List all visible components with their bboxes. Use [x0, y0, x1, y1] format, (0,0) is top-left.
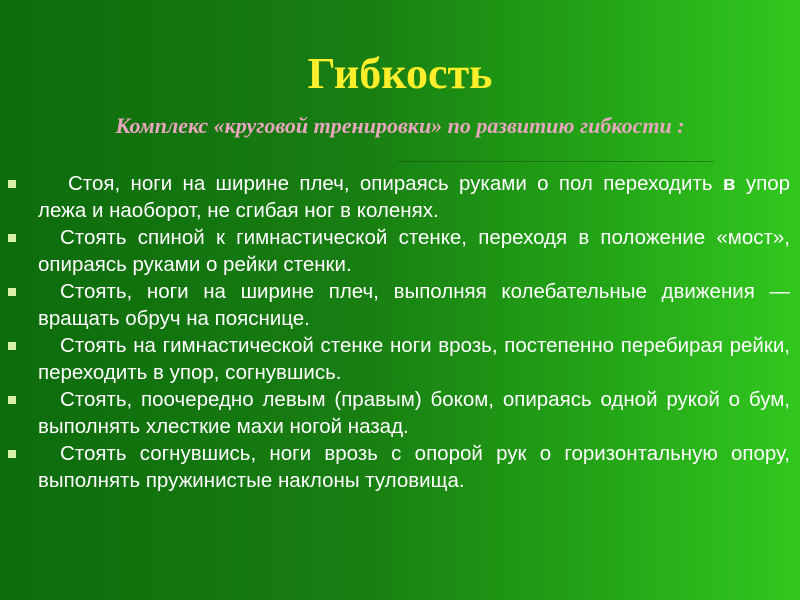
- bullet-item: [38, 386, 790, 440]
- slide-subtitle: Комплекс «круговой тренировки» по развитию гибкости :: [115, 113, 685, 138]
- bullet-text: Стоять на гимнастической стенке ноги врозь, постепенно перебирая рейки, переходить в упор, согнувшись.: [38, 334, 790, 384]
- slide-title: Гибкость: [307, 49, 493, 98]
- square-bullet-icon: [8, 342, 16, 350]
- bullet-item: [38, 440, 790, 494]
- bullet-text: Стоять спиной к гимнастической стенке, переходя в положение «мост», опираясь руками о рейки стенки.: [38, 226, 790, 276]
- square-bullet-icon: [8, 396, 16, 404]
- bullet-text: Стоя, ноги на ширине плеч, опираясь руками о пол переходить: [68, 172, 723, 195]
- bullet-text: Стоять согнувшись, ноги врозь с опорой рук о горизонтальную опору, выполнять пружинистые наклоны туловища.: [38, 442, 790, 492]
- bullet-text: Стоять, поочередно левым (правым) боком, опираясь одной рукой о бум, выполнять хлесткие махи ногой назад.: [38, 388, 790, 438]
- bullet-item: [38, 170, 790, 224]
- divider-line: [398, 161, 714, 162]
- bullet-text-bold: в: [722, 172, 736, 195]
- square-bullet-icon: [8, 180, 16, 188]
- bullet-item: [38, 332, 790, 386]
- bullet-item: [38, 224, 790, 278]
- bullet-text: Стоять, ноги на ширине плеч, выполняя колебательные движения — вращать обруч на пояснице.: [38, 280, 790, 330]
- square-bullet-icon: [8, 288, 16, 296]
- square-bullet-icon: [8, 450, 16, 458]
- square-bullet-icon: [8, 234, 16, 242]
- bullet-list: [0, 170, 790, 494]
- bullet-item: [38, 278, 790, 332]
- bullet-text-continued: упор лежа и наоборот, не сгибая ног в коленях.: [38, 172, 790, 222]
